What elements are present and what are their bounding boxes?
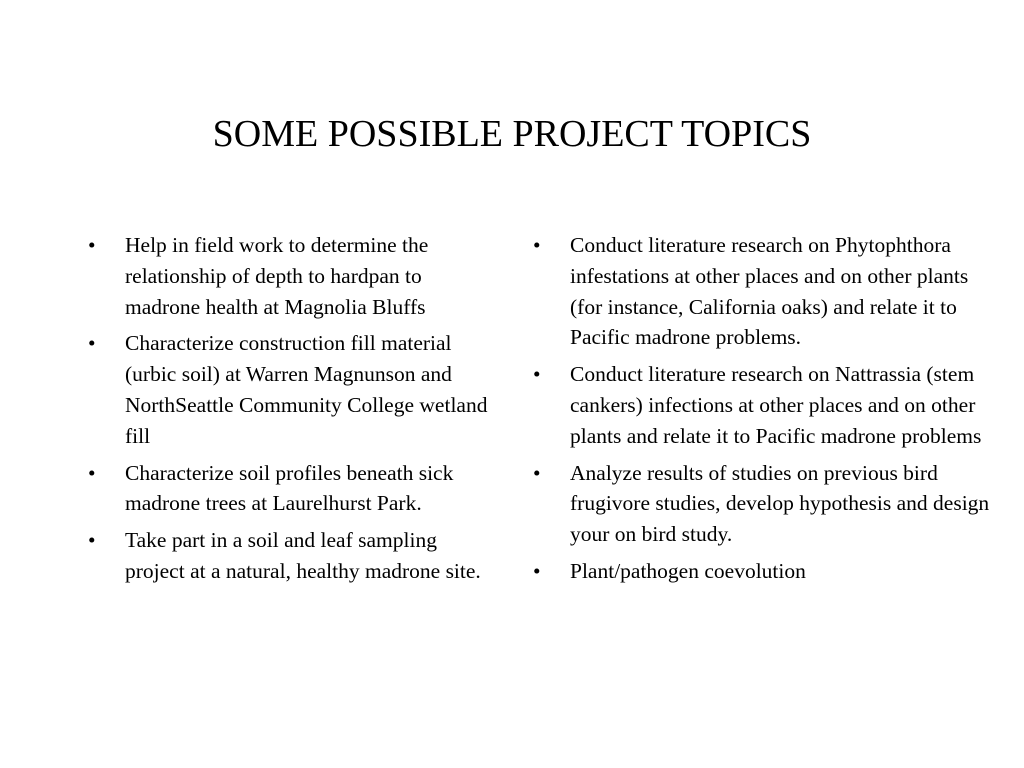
bullet-icon: • [88, 233, 96, 257]
slide-title: SOME POSSIBLE PROJECT TOPICS [212, 113, 812, 155]
bullet-icon: • [533, 362, 541, 387]
topic-text: Conduct literature research on Phytophthora infestations at other places and on other plants (for instance, California oaks) and relate it to Pacific madrone problems. [570, 233, 969, 350]
list-item [88, 525, 493, 587]
bullet-icon: • [88, 528, 96, 553]
bullet-icon: • [533, 233, 541, 257]
list-item [88, 458, 493, 520]
right-topic-list [533, 230, 993, 593]
bullet-icon: • [533, 558, 541, 583]
topic-text: Take part in a soil and leaf sampling project at a natural, healthy madrone site. [125, 528, 481, 583]
topic-text: Characterize construction fill material (urbic soil) at Warren Magnunson and NorthSeattle Community College wetland fill [125, 331, 488, 448]
topic-text: Analyze results of studies on previous bird frugivore studies, develop hypothesis and design your on bird study. [570, 460, 990, 547]
topic-text: Help in field work to determine the relationship of depth to hardpan to madrone health at Magnolia Bluffs [125, 233, 429, 319]
list-item [88, 230, 493, 322]
topic-text: Conduct literature research on Nattrassia (stem cankers) infections at other places and on other plants and relate it to Pacific madrone problems [570, 362, 982, 448]
topic-text: Plant/pathogen coevolution [570, 558, 806, 583]
bullet-icon: • [88, 331, 96, 356]
bullet-icon: • [533, 460, 541, 485]
list-item [533, 458, 993, 550]
topic-text: Characterize soil profiles beneath sick madrone trees at Laurelhurst Park. [125, 460, 454, 516]
left-topic-list [88, 230, 493, 593]
list-item [533, 556, 993, 587]
list-item [533, 359, 993, 451]
list-item [88, 328, 493, 451]
bullet-icon: • [88, 460, 96, 485]
list-item [533, 230, 993, 353]
